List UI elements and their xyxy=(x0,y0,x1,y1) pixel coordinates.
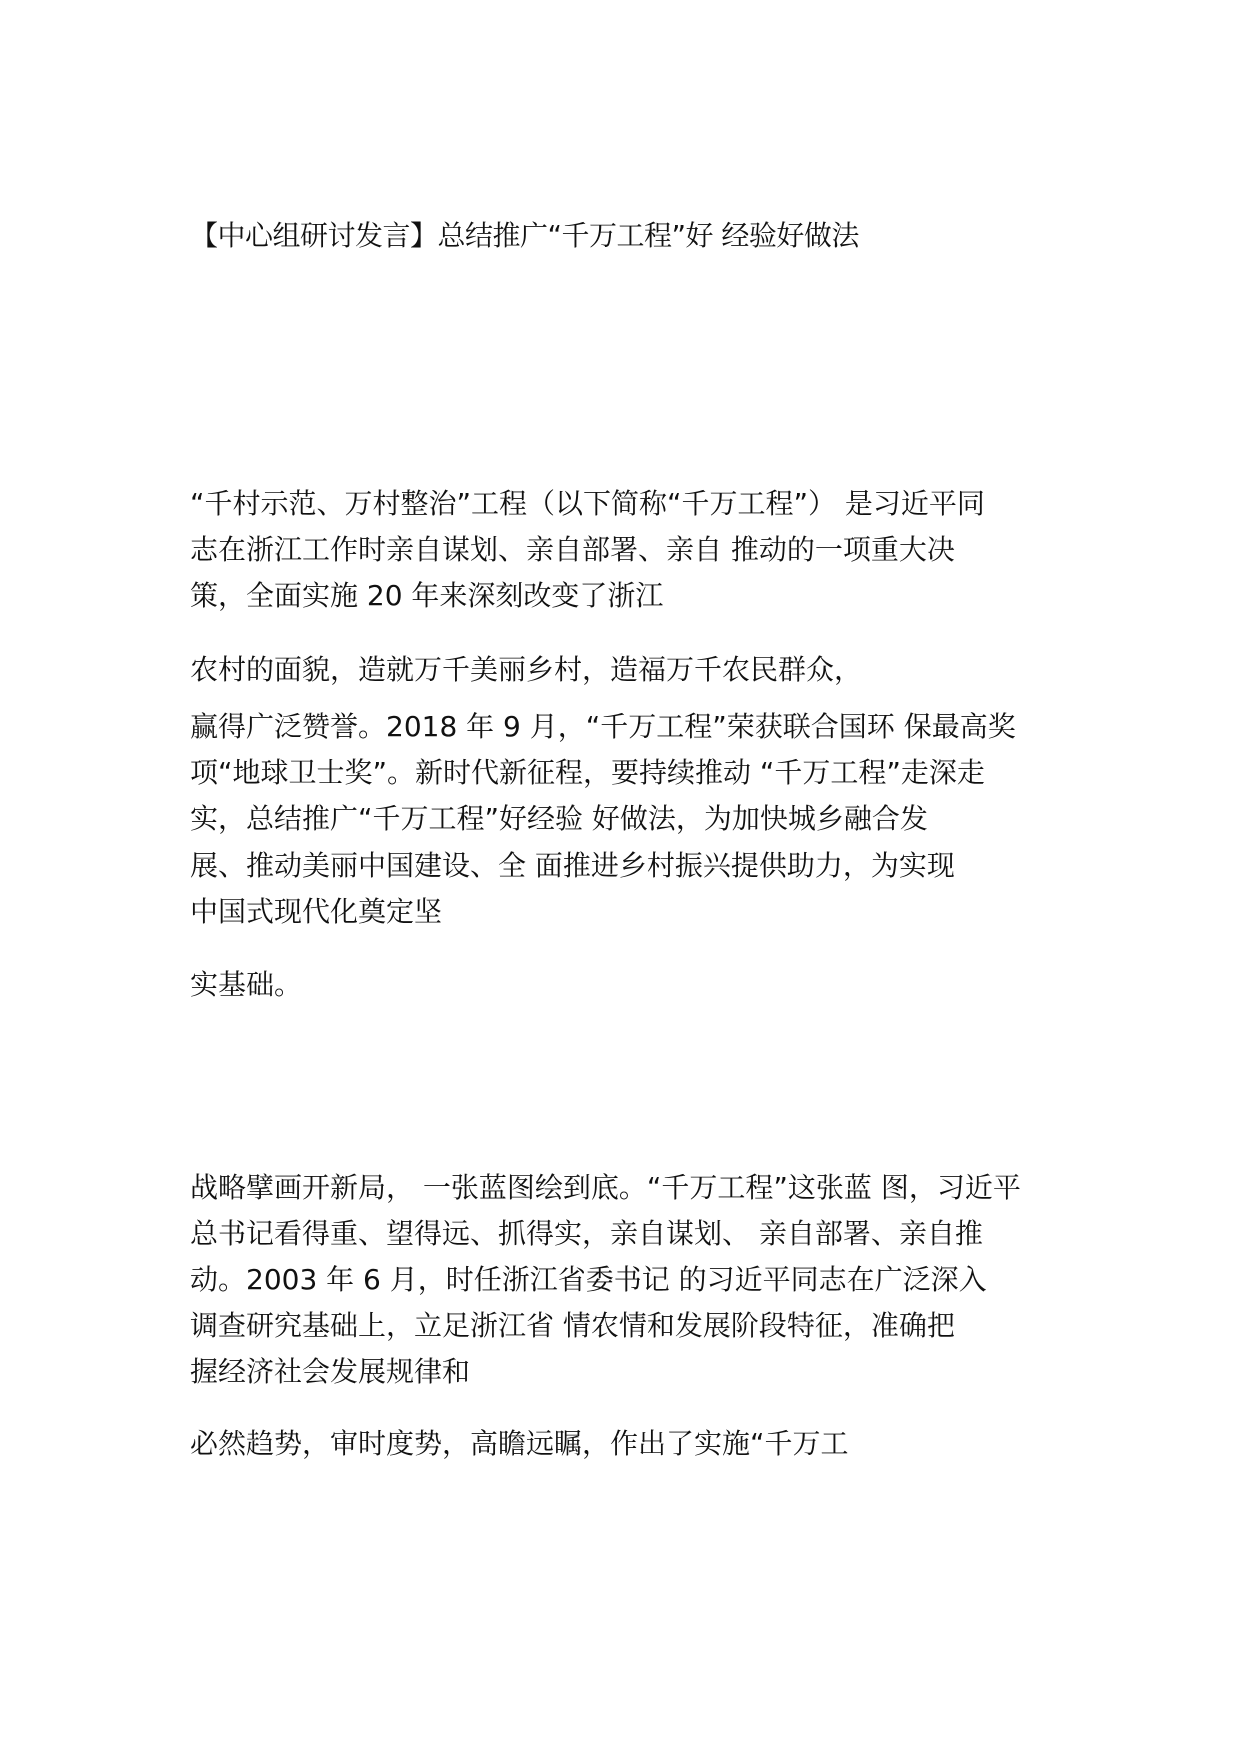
paragraph-line: 农村的面貌，造就万千美丽乡村，造福万千农民群众， xyxy=(190,653,863,686)
paragraph-line: 项“地球卫士奖”。新时代新征程，要持续推动 “千万工程”走深走 xyxy=(190,756,985,789)
paragraph-line: “千村示范、万村整治”工程（以下简称“千万工程”） 是习近平同 xyxy=(190,487,985,520)
paragraph-line: 志在浙江工作时亲自谋划、亲自部署、亲自 推动的一项重大决 xyxy=(190,533,955,566)
paragraph-line: 调查研究基础上，立足浙江省 情农情和发展阶段特征，准确把 xyxy=(190,1309,955,1342)
paragraph-line: 中国式现代化奠定坚 xyxy=(190,895,443,928)
paragraph-line: 必然趋势，审时度势，高瞻远瞩，作出了实施“千万工 xyxy=(190,1427,849,1460)
paragraph-line: 展、推动美丽中国建设、全 面推进乡村振兴提供助力，为实现 xyxy=(190,849,955,882)
paragraph-line: 握经济社会发展规律和 xyxy=(190,1355,471,1388)
paragraph-line: 战略擘画开新局， 一张蓝图绘到底。“千万工程”这张蓝 图，习近平 xyxy=(190,1171,1021,1204)
paragraph-line: 总书记看得重、望得远、抓得实，亲自谋划、 亲自部署、亲自推 xyxy=(190,1217,983,1250)
paragraph-line: 赢得广泛赞誉。2018 年 9 月，“千万工程”荣获联合国环 保最高奖 xyxy=(190,710,1016,743)
paragraph-line: 实，总结推广“千万工程”好经验 好做法，为加快城乡融合发 xyxy=(190,802,928,835)
paragraph-line: 动。2003 年 6 月，时任浙江省委书记 的习近平同志在广泛深入 xyxy=(190,1263,987,1296)
paragraph-line: 策，全面实施 20 年来深刻改变了浙江 xyxy=(190,579,664,612)
paragraph-line: 实基础。 xyxy=(190,968,303,1001)
document-title: 【中心组研讨发言】总结推广“千万工程”好 经验好做法 xyxy=(190,219,859,252)
